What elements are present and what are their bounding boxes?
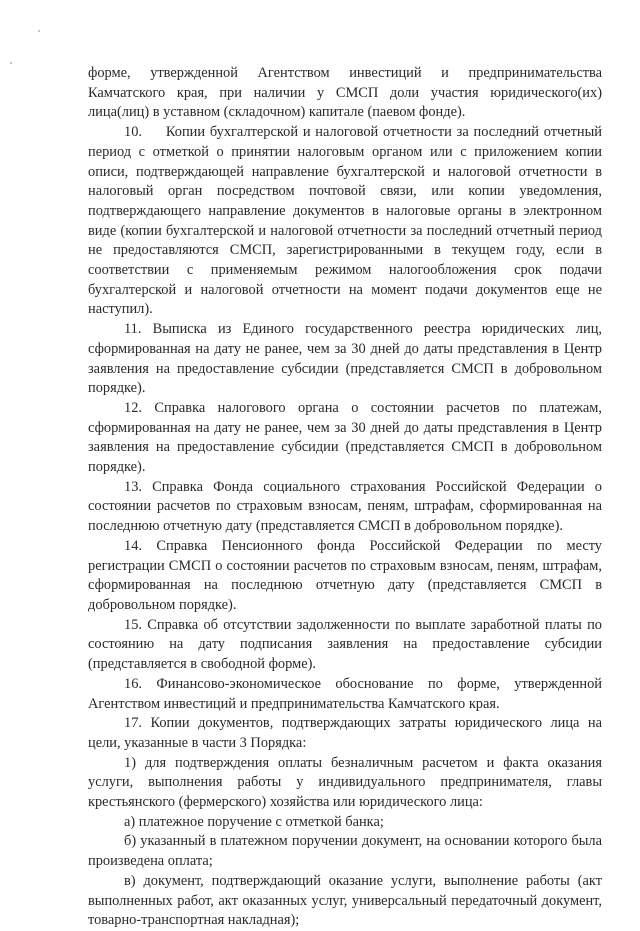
scan-speck	[10, 62, 12, 64]
paragraph-item-17-1-b: б) указанный в платежном поручении документ, на основании которого была произведена оплата;	[88, 833, 602, 870]
paragraph-item-17-1: 1) для подтверждения оплаты безналичным расчетом и факта оказания услуги, выполнения работы у индивидуального предпринимателя, главы крестьянского (фермерского) хозяйства или юридического лица:	[88, 754, 602, 811]
paragraph-item-13: 13. Справка Фонда социального страхования Российской Федерации о состоянии расчетов по страховым взносам, пеням, штрафам, сформированная на последнюю отчетную дату (представляется СМСП в добровольном порядке).	[88, 478, 602, 535]
paragraph-item-10: 10. Копии бухгалтерской и налоговой отчетности за последний отчетный период с отметкой о принятии налоговым органом или с приложением копии описи, подтверждающей направление бухгалтерской и налоговой отчетности в налоговый орган посредством почтовой связи, или копии уведомления, подтверждающего направление документов в налоговые органы в электронном виде (копии бухгалтерской и налоговой отчетности за последний отчетный период не предоставляются СМСП, зарегистрированными в текущем году, если в соответствии с применяемым режимом налогообложения срок подачи бухгалтерской и налоговой отчетности на момент подачи документов еще не наступил).	[88, 124, 602, 318]
paragraph-item-17-1-c: в) документ, подтверждающий оказание услуги, выполнение работы (акт выполненных работ, акт оказанных услуг, универсальный передаточный документ, товарно-транспортная накладная);	[88, 872, 602, 929]
paragraph-continuation: форме, утвержденной Агентством инвестиций и предпринимательства Камчатского края, при наличии у СМСП доли участия юридического(их) лица(лиц) в уставном (складочном) капитале (паевом фонде).	[88, 65, 602, 121]
scan-speck	[38, 30, 40, 32]
paragraph-item-15: 15. Справка об отсутствии задолженности по выплате заработной платы по состоянию на дату подписания заявления на предоставление субсидии (представляется в свободной форме).	[88, 616, 602, 673]
paragraph-item-11: 11. Выписка из Единого государственного реестра юридических лиц, сформированная на дату не ранее, чем за 30 дней до даты представления в Центр заявления на предоставление субсидии (представляется СМСП в добровольном порядке).	[88, 321, 602, 397]
paragraph-item-16: 16. Финансово-экономическое обоснование по форме, утвержденной Агентством инвестиций и предпринимательства Камчатского края.	[88, 675, 602, 712]
document-body	[88, 64, 602, 931]
paragraph-item-14: 14. Справка Пенсионного фонда Российской Федерации по месту регистрации СМСП о состоянии расчетов по страховым взносам, пеням, штрафам, сформированная на последнюю отчетную дату (представляется СМСП в добровольном порядке).	[88, 537, 602, 613]
paragraph-item-17-1-a: а) платежное поручение с отметкой банка;	[124, 813, 384, 830]
paragraph-item-12: 12. Справка налогового органа о состоянии расчетов по платежам, сформированная на дату не ранее, чем за 30 дней до даты представления в Центр заявления на предоставление субсидии (представляется СМСП в добровольном порядке).	[88, 399, 602, 476]
paragraph-item-17: 17. Копии документов, подтверждающих затраты юридического лица на цели, указанные в части 3 Порядка:	[88, 715, 602, 751]
